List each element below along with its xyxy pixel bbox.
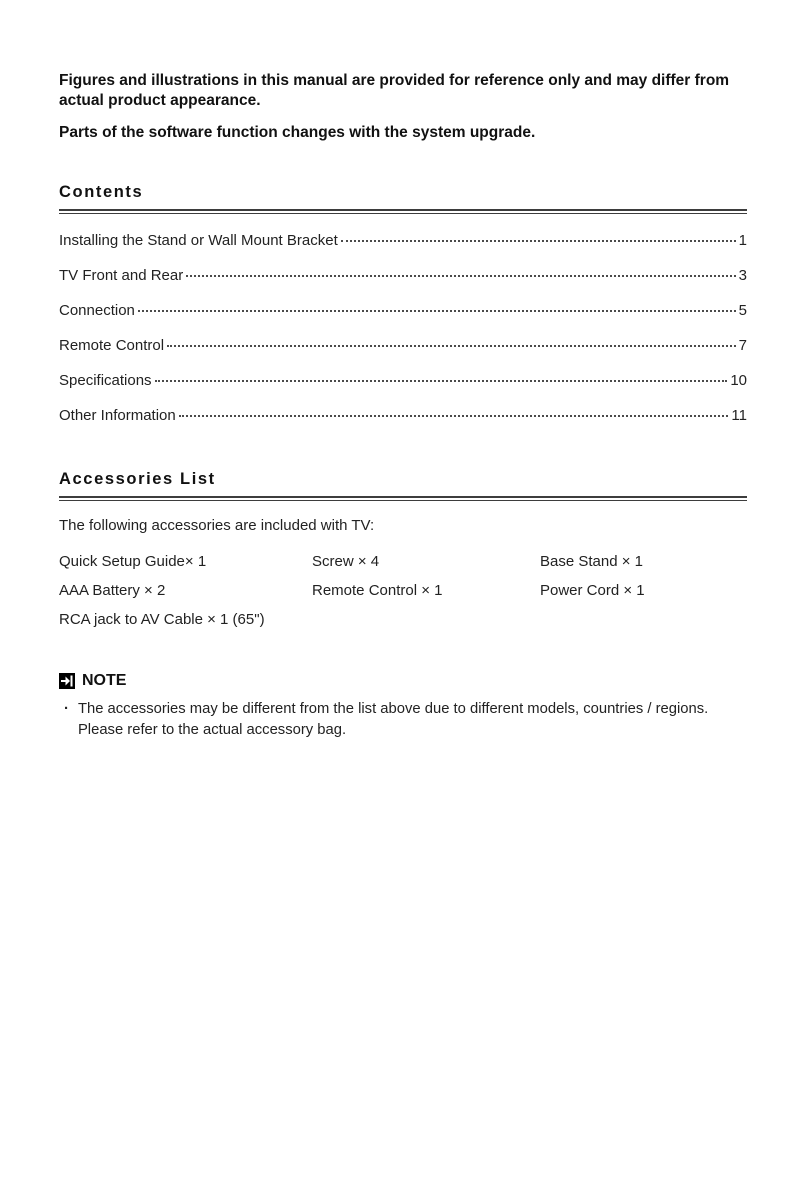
note-body [59,699,747,741]
note-title: NOTE [82,672,127,690]
toc-page-number: 3 [738,267,747,285]
contents-section [59,183,747,424]
toc-label: Specifications [59,372,152,390]
toc-dot-leader [341,240,736,242]
accessory-item: RCA jack to AV Cable × 1 (65") [59,611,265,629]
table-of-contents [59,232,747,424]
accessories-title: Accessories List [59,470,216,489]
toc-label: Remote Control [59,337,165,355]
reference-disclaimer: Figures and illustrations in this manual are provided for reference only and may differ from actual product appearance. [59,72,730,110]
toc-page-number: 1 [738,232,747,250]
toc-item [59,232,747,249]
toc-label: TV Front and Rear [59,267,184,285]
note-icon [59,673,75,689]
accessory-item: AAA Battery × 2 [59,582,166,600]
software-disclaimer: Parts of the software function changes with the system upgrade. [59,124,536,142]
accessory-item: Remote Control × 1 [312,582,443,600]
section-divider [59,496,747,501]
toc-item [59,407,747,424]
toc-dot-leader [186,275,735,277]
toc-dot-leader [155,380,728,382]
accessory-item: Base Stand × 1 [540,553,643,571]
toc-page-number: 5 [738,302,747,320]
toc-label: Connection [59,302,135,320]
section-divider [59,209,747,214]
toc-page-number: 10 [730,372,747,390]
toc-item [59,302,747,319]
note-section [59,672,747,741]
toc-item [59,267,747,284]
note-bullet: · [64,701,69,718]
toc-page-number: 11 [731,407,747,425]
note-text: The accessories may be different from the list above due to different models, countries / regions. Please refer to the actual accessory bag. [77,701,709,739]
toc-page-number: 7 [738,337,747,355]
toc-label: Installing the Stand or Wall Mount Bracket [59,232,338,250]
toc-dot-leader [167,345,736,347]
contents-title: Contents [59,183,144,202]
toc-item [59,337,747,354]
accessories-section [59,470,747,628]
accessory-item: Screw × 4 [312,553,380,571]
accessories-grid [59,553,747,628]
accessory-item: Power Cord × 1 [540,582,645,600]
toc-item [59,372,747,389]
accessory-item: Quick Setup Guide× 1 [59,553,207,571]
toc-label: Other Information [59,407,176,425]
toc-dot-leader [138,310,736,312]
toc-dot-leader [179,415,729,417]
note-header [59,672,747,690]
accessories-intro: The following accessories are included with TV: [59,517,375,535]
